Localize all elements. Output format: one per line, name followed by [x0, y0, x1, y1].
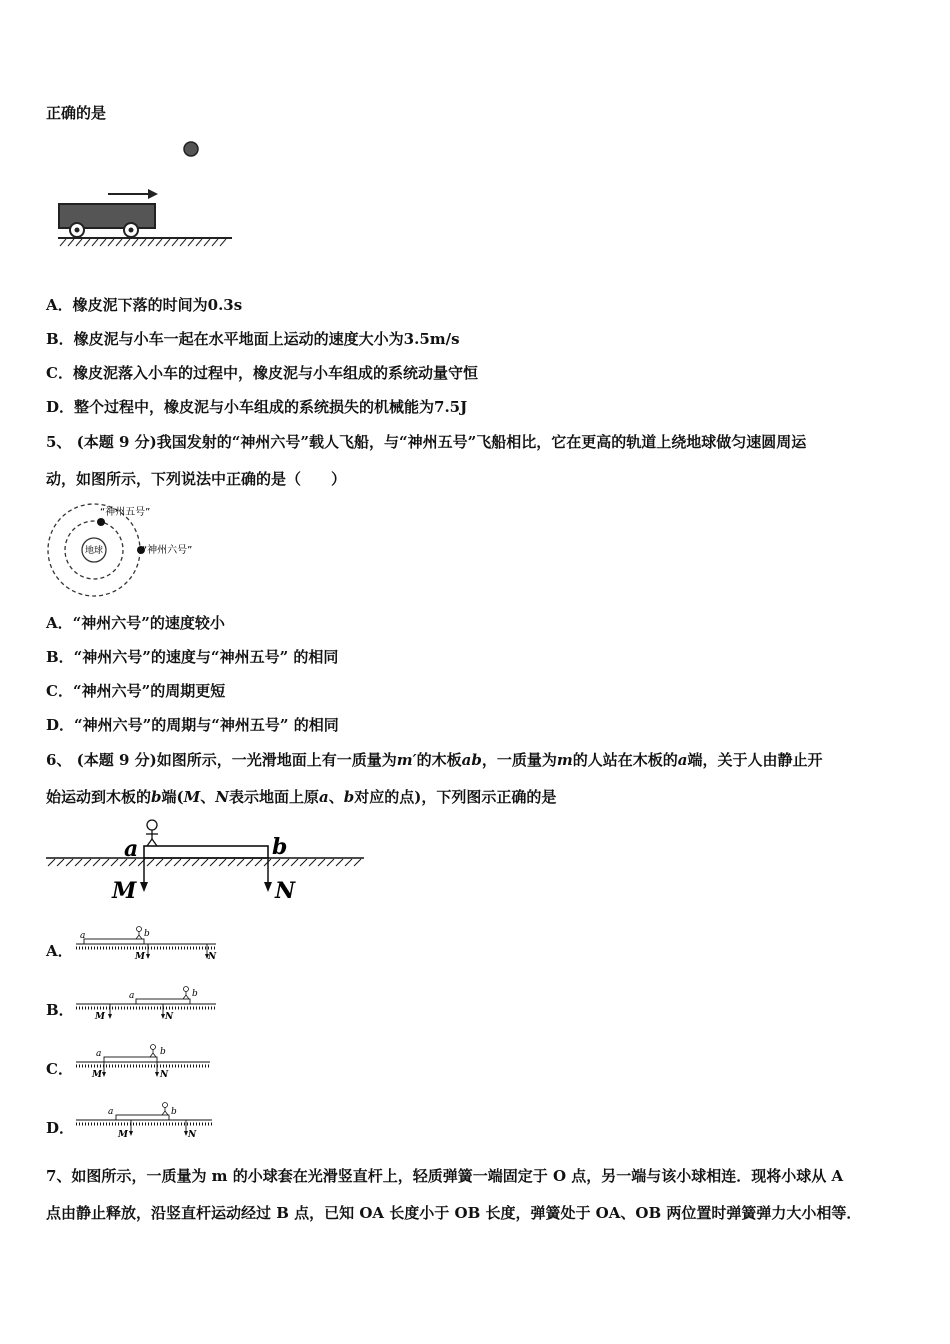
q4-option-b: B．橡皮泥与小车一起在水平地面上运动的速度大小为3.5m/s — [46, 330, 460, 348]
q5-stem-line1: 5、 (本题 9 分)我国发射的“神州六号”载人飞船，与“神州五号”飞船相比，它在更高的轨道上绕地球做匀速圆周运 — [46, 433, 807, 451]
q6-option-b-letter: B． — [46, 1001, 74, 1019]
q6-option-d-figure — [76, 1100, 218, 1142]
q5-option-d: D．“神州六号”的周期与“神州五号” 的相同 — [46, 716, 339, 734]
q6-option-c-figure — [76, 1042, 218, 1082]
svg-text:b: b — [160, 1047, 166, 1057]
svg-text:M: M — [95, 1012, 105, 1022]
svg-text:b: b — [144, 929, 150, 939]
svg-text:N: N — [208, 952, 217, 962]
q4-option-d: D．整个过程中，橡皮泥与小车组成的系统损失的机械能为7.5J — [46, 398, 468, 416]
person-icon — [146, 820, 158, 846]
svg-text:M: M — [118, 1130, 128, 1140]
q5-stem-line2: 动，如图所示，下列说法中正确的是（ ） — [46, 470, 347, 488]
q4-option-c: C．橡皮泥落入小车的过程中，橡皮泥与小车组成的系统动量守恒 — [46, 364, 478, 382]
label-b: b — [272, 834, 288, 860]
svg-text:a: a — [129, 991, 135, 1001]
q5-option-b: B．“神州六号”的速度与“神州五号” 的相同 — [46, 648, 339, 666]
ship5-dot — [97, 518, 105, 526]
q7-line2: 点由静止释放，沿竖直杆运动经过 B 点，已知 OA 长度小于 OB 长度，弹簧处于 OA、OB 两位置时弹簧弹力大小相等． — [46, 1204, 862, 1222]
q6-option-a-figure — [76, 924, 218, 964]
putty-ball — [184, 142, 198, 156]
plank-figure — [46, 818, 366, 906]
svg-text:a: a — [108, 1107, 114, 1117]
q6-option-a-letter: A． — [46, 942, 73, 960]
earth-label: 地球 — [84, 546, 104, 556]
q5-option-c: C．“神州六号”的周期更短 — [46, 682, 226, 700]
q7-line1: 7、如图所示，一质量为 m 的小球套在光滑竖直杆上，轻质弹簧一端固定于 O 点，另一端与该小球相连．现将小球从 A — [46, 1167, 844, 1185]
svg-text:M: M — [92, 1070, 102, 1080]
q6-option-d-letter: D． — [46, 1119, 75, 1137]
ship6-label: “神州六号” — [142, 545, 193, 556]
q6-stem-line2: 始运动到木板的b端(M、N表示地面上原a、b对应的点)，下列图示正确的是 — [46, 788, 557, 806]
ship5-label: “神州五号” — [100, 507, 151, 518]
plank — [144, 846, 268, 858]
svg-text:a: a — [96, 1049, 102, 1059]
svg-text:a: a — [80, 931, 86, 941]
svg-text:N: N — [160, 1070, 169, 1080]
svg-text:M: M — [135, 952, 145, 962]
label-a: a — [124, 836, 139, 862]
intro-text: 正确的是 — [46, 104, 107, 122]
q6-option-b-figure — [76, 984, 218, 1024]
svg-text:N: N — [165, 1012, 174, 1022]
svg-text:b: b — [171, 1107, 177, 1117]
q5-option-a: A．“神州六号”的速度较小 — [46, 614, 225, 632]
q6-stem-line1: 6、 (本题 9 分)如图所示，一光滑地面上有一质量为m′的木板ab，一质量为m的人站在木板的a端，关于人由静止开 — [46, 751, 823, 769]
orbit-figure — [44, 500, 214, 600]
label-M: M — [112, 878, 137, 904]
svg-text:N: N — [188, 1130, 197, 1140]
q4-option-a: A．橡皮泥下落的时间为0.3s — [46, 296, 243, 314]
svg-text:b: b — [192, 989, 198, 999]
q6-option-c-letter: C． — [46, 1060, 73, 1078]
cart-ball-figure — [56, 138, 236, 250]
label-N: N — [275, 878, 296, 904]
